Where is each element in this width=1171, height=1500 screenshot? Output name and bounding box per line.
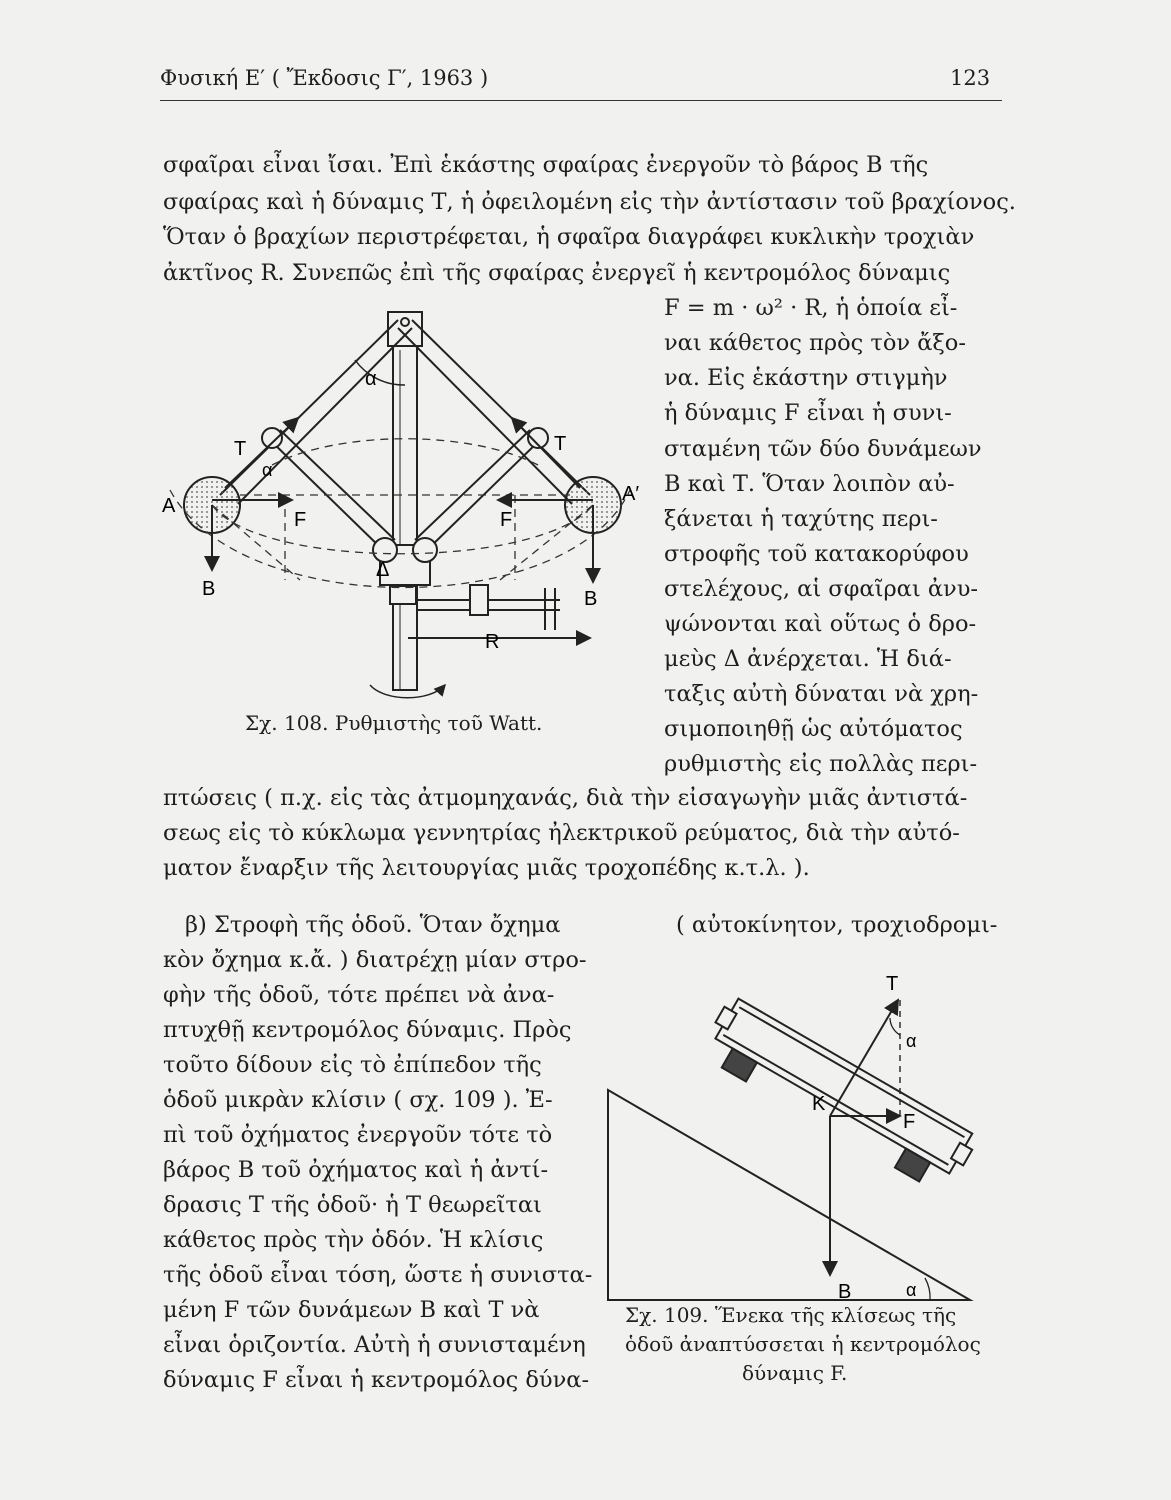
- label-A-prime: A′: [622, 483, 640, 505]
- label-F-left: F: [294, 509, 307, 531]
- figure-109-caption-line: δύναμις F.: [742, 1361, 848, 1385]
- label-R: R: [485, 631, 500, 653]
- text-line: πὶ τοῦ ὀχήματος ἐνεργοῦν τότε τὸ: [163, 1122, 553, 1148]
- text-line: σφαίρας καὶ ἡ δύναμις Τ, ἡ ὀφειλομένη εἰς τὴν ἀντίστασιν τοῦ βραχίονος.: [163, 189, 1016, 215]
- text-line: δύναμις F εἶναι ἡ κεντρομόλος δύνα-: [163, 1367, 590, 1393]
- text-line: Ὅταν ὁ βραχίων περιστρέφεται, ἡ σφαῖρα διαγράφει κυκλικὴν τροχιὰν: [163, 224, 975, 250]
- label-alpha-top: α: [906, 1031, 917, 1051]
- right-arm: [398, 320, 590, 504]
- label-B-left: B: [202, 578, 216, 600]
- text-line: εἶναι ὁριζοντία. Αὐτὴ ἡ συνισταμένη: [163, 1332, 586, 1358]
- text-line: σταμένη τῶν δύο δυνάμεων: [664, 436, 982, 462]
- text-line: ἀκτῖνος R. Συνεπῶς ἐπὶ τῆς σφαίρας ἐνεργεῖ ἡ κεντρομόλος δύναμις: [163, 260, 951, 286]
- text-line: δρασις Τ τῆς ὁδοῦ· ἡ Τ θεωρεῖται: [163, 1192, 542, 1218]
- figure-109-caption-line: Σχ. 109. Ἕνεκα τῆς κλίσεως τῆς: [625, 1303, 957, 1327]
- text-line: φὴν τῆς ὁδοῦ, τότε πρέπει νὰ ἀνα-: [163, 982, 555, 1008]
- text-line: κάθετος πρὸς τὴν ὁδόν. Ἡ κλίσις: [163, 1227, 544, 1253]
- text-line: Β καὶ Τ. Ὅταν λοιπὸν αὐ-: [664, 471, 955, 497]
- text-line: ἡ δύναμις F εἶναι ἡ συνι-: [664, 400, 952, 426]
- text-line: στελέχους, αἱ σφαῖραι ἀνυ-: [664, 576, 978, 602]
- label-F-right: F: [500, 509, 513, 531]
- text-line: τῆς ὁδοῦ εἶναι τόση, ὥστε ἡ συνιστα-: [163, 1262, 593, 1288]
- text-line: ψώνονται καὶ οὕτως ὁ δρο-: [664, 611, 977, 637]
- label-T: T: [886, 973, 899, 995]
- label-alpha-small: α: [262, 460, 273, 480]
- vehicle-body: [715, 999, 972, 1174]
- text-line: ( αὐτοκίνητον, τροχιοδρομι-: [676, 912, 998, 938]
- text-line: τοῦτο δίδουν εἰς τὸ ἐπίπεδον τῆς: [163, 1052, 542, 1078]
- left-arm: [220, 320, 412, 504]
- text-line: ρυθμιστὴς εἰς πολλὰς περι-: [664, 751, 978, 777]
- label-alpha-bottom: α: [906, 1280, 917, 1300]
- text-line: μένη F τῶν δυνάμεων Β καὶ Τ νὰ: [163, 1297, 540, 1323]
- label-alpha: α: [365, 368, 377, 390]
- text-line: μεὺς Δ ἀνέρχεται. Ἡ διά-: [664, 646, 952, 672]
- text-line: σεως εἰς τὸ κύκλωμα γεννητρίας ἠλεκτρικοῦ ρεύματος, διὰ τὴν αὐτό-: [163, 820, 960, 846]
- text-line: ναι κάθετος πρὸς τὸν ἄξο-: [664, 330, 966, 356]
- label-B-right: B: [584, 588, 598, 610]
- text-line: ξάνεται ἡ ταχύτης περι-: [664, 506, 938, 532]
- running-title: Φυσική Ε′ ( Ἔκδοσις Γ′, 1963 ): [160, 66, 489, 90]
- text-line: πτώσεις ( π.χ. εἰς τὰς ἀτμομηχανάς, διὰ τὴν εἰσαγωγὴν μιᾶς ἀντιστά-: [163, 785, 968, 811]
- text-line: να. Εἰς ἑκάστην στιγμὴν: [664, 365, 948, 391]
- figure-109-banked-road: [600, 960, 1000, 1310]
- left-link: [268, 430, 395, 552]
- text-line: στροφῆς τοῦ κατακορύφου: [664, 541, 969, 567]
- text-line: σιμοποιηθῇ ὡς αὐτόματος: [664, 716, 963, 742]
- text-line: ταξις αὐτὴ δύναται νὰ χρη-: [664, 681, 979, 707]
- text-line: κὸν ὄχημα κ.ἄ. ) διατρέχῃ μίαν στρο-: [163, 947, 587, 973]
- label-T-left: T: [234, 438, 247, 460]
- header-rule: [160, 100, 1002, 101]
- figure-108-caption: Σχ. 108. Ρυθμιστὴς τοῦ Watt.: [245, 711, 543, 735]
- text-line: F = m · ω² · R, ἡ ὁποία εἶ-: [664, 295, 958, 321]
- text-line: β) Στροφὴ τῆς ὁδοῦ. Ὅταν ὄχημα: [185, 912, 561, 938]
- label-K: K: [812, 1093, 826, 1115]
- label-F: F: [903, 1111, 916, 1133]
- text-line: ὁδοῦ μικρὰν κλίσιν ( σχ. 109 ). Ἐ-: [163, 1087, 553, 1113]
- label-A: A: [162, 495, 176, 517]
- right-link: [415, 430, 542, 552]
- page-number: 123: [950, 66, 991, 90]
- figure-109-caption-line: ὁδοῦ ἀναπτύσσεται ἡ κεντρομόλος: [625, 1332, 981, 1356]
- text-line: πτυχθῇ κεντρομόλος δύναμις. Πρὸς: [163, 1017, 572, 1043]
- label-B: B: [838, 1281, 852, 1303]
- figure-108-watt-governor: [150, 290, 650, 700]
- text-line: ματον ἔναρξιν τῆς λειτουργίας μιᾶς τροχοπέδης κ.τ.λ. ).: [163, 855, 810, 881]
- text-line: βάρος Β τοῦ ὀχήματος καὶ ἡ ἀντί-: [163, 1157, 549, 1183]
- text-line: σφαῖραι εἶναι ἴσαι. Ἐπὶ ἑκάστης σφαίρας ἐνεργοῦν τὸ βάρος Β τῆς: [163, 152, 929, 178]
- label-Delta: Δ: [376, 559, 390, 581]
- label-T-right: T: [554, 433, 567, 455]
